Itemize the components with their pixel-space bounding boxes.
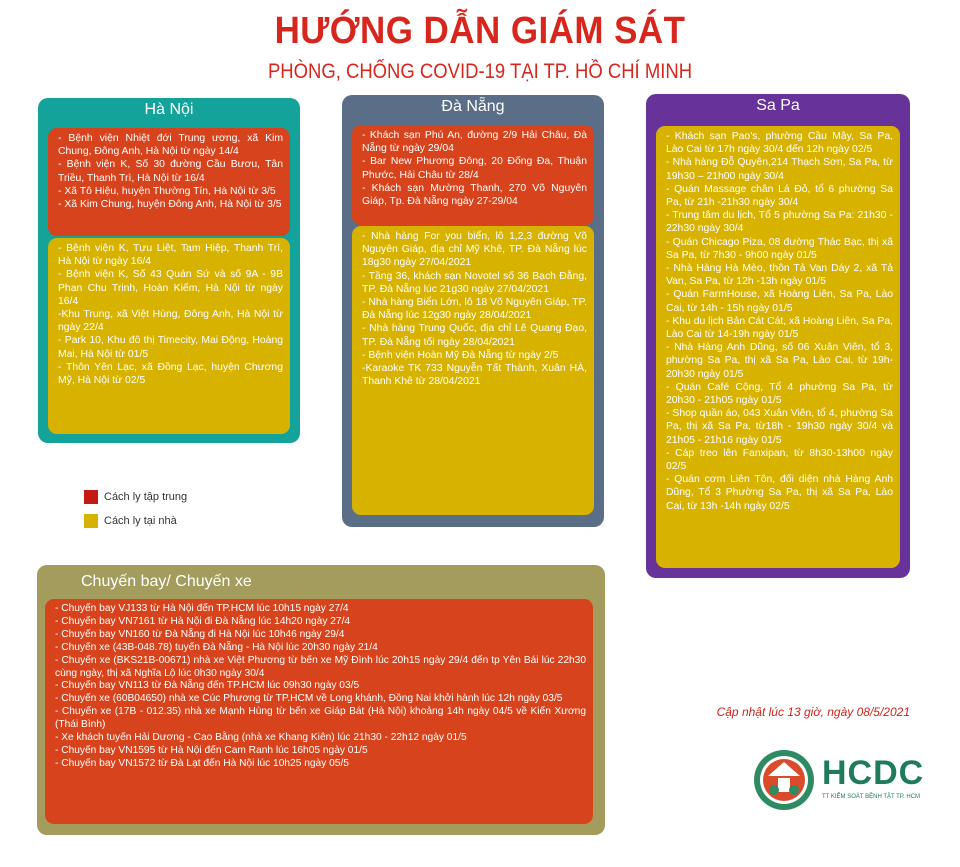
list-item: - Khách sạn Pao's, phường Cầu Mây, Sa Pa, Lào Cai từ 17h ngày 30/4 đến 12h ngày 02/5 bbox=[666, 131, 893, 156]
list-item: - Nhà hàng For you biển, lô 1,2,3 đường Võ Nguyên Giáp, địa chỉ Mỹ Khê, TP. Đà Nẵng lúc 18g30 ngày 27/04/2021 bbox=[362, 231, 587, 269]
danang-home-box bbox=[352, 226, 594, 515]
flights-panel bbox=[37, 565, 605, 835]
list-item: - Shop quần áo, 043 Xuân Viên, tổ 4, phường Sa Pa, thị xã Sa Pa, từ18h - 19h30 ngày 30/4 và 21h05 - 21h16 ngày 01/5 bbox=[666, 408, 893, 446]
list-item: - Chuyến bay VN1595 từ Hà Nội đến Cam Ranh lúc 16h05 ngày 01/5 bbox=[55, 744, 368, 756]
list-item: - Xe khách tuyến Hải Dương - Cao Bằng (nhà xe Khang Kiên) lúc 21h30 - 22h12 ngày 01/5 bbox=[55, 732, 467, 744]
hanoi-panel bbox=[38, 98, 300, 443]
logo-subtext: TT KIỂM SOÁT BỆNH TẬT TP. HCM bbox=[822, 794, 921, 800]
list-item: - Quán FarmHouse, xã Hoàng Liên, Sa Pa, Lào Cai, từ 14h - 15h ngày 01/5 bbox=[666, 289, 893, 314]
flights-box bbox=[45, 599, 593, 824]
page-subtitle: PHÒNG, CHỐNG COVID-19 TẠI TP. HỒ CHÍ MINH bbox=[267, 60, 693, 83]
danang-title: Đà Nẵng bbox=[441, 98, 505, 115]
list-item: - Chuyến xe (17B - 012.35) nhà xe Mạnh Hùng từ bến xe Giáp Bát (Hà Nội) khoảng 14h ngày 04/5 về Kiến Xương (Thái Bình) bbox=[55, 706, 586, 731]
sapa-home-box bbox=[656, 126, 900, 568]
list-item: - Nhà Hàng Hà Mèo, thôn Tả Van Dáy 2, xã Tả Van, Sa Pa, từ 12h -13h ngày 01/5 bbox=[666, 263, 893, 288]
sapa-panel bbox=[646, 94, 910, 578]
legend-home-label: Cách ly tại nhà bbox=[104, 514, 177, 527]
list-item: - Tầng 36, khách sạn Novotel số 36 Bạch Đằng, TP. Đà Nẵng lúc 21g30 ngày 27/04/2021 bbox=[362, 270, 587, 295]
list-item: - Quán Massage chân Lá Đỏ, tổ 6 phường Sa Pa, từ 21h -21h30 ngày 30/4 bbox=[666, 183, 893, 209]
update-note: Cập nhật lúc 13 giờ, ngày 08/5/2021 bbox=[716, 705, 910, 719]
list-item: - Bệnh viện K, Số 43 Quán Sứ và số 9A - 9B Phan Chu Trinh, Hoàn Kiếm, Hà Nội từ ngày 16/4 bbox=[58, 269, 283, 307]
list-item: - Park 10, Khu đô thị Timecity, Mai Động, Hoàng Mai, Hà Nội từ 01/5 bbox=[58, 335, 283, 360]
list-item: - Quán cơm Liên Tôn, đối diện nhà Hàng Anh Dũng, Tổ 3 Phường Sa Pa, thị xã Sa Pa, Lào Cai, từ 13h -14h ngày 02/5 bbox=[666, 474, 893, 512]
hanoi-concentrated-box bbox=[48, 128, 290, 236]
danang-concentrated-box bbox=[352, 125, 594, 225]
list-item: - Khách sạn Phú An, đường 2/9 Hải Châu, Đà Nẵng từ ngày 29/04 bbox=[362, 130, 587, 155]
list-item: - Nhà Hàng Anh Dũng, số 06 Xuân Viên, tổ 3, phường Sa Pa, thị xã Sa Pa, Lào Cai, từ 19h-20h30 ngày 01/5 bbox=[666, 342, 893, 380]
legend-concentrated bbox=[84, 490, 187, 504]
list-item: - Bệnh viện K, Số 30 đường Cầu Bươu, Tân Triều, Thanh Trì, Hà Nội từ 16/4 bbox=[58, 159, 283, 184]
hcdc-logo bbox=[752, 748, 925, 812]
yellow-swatch bbox=[84, 514, 98, 528]
list-item: -Khu Trung, xã Việt Hùng, Đông Anh, Hà Nội từ ngày 22/4 bbox=[58, 309, 283, 334]
list-item: - Chuyến xe (43B-048.78) tuyến Đà Nẵng - Hà Nội lúc 20h30 ngày 21/4 bbox=[55, 641, 378, 653]
list-item: - Xã Kim Chung, huyện Đông Anh, Hà Nội từ 3/5 bbox=[58, 199, 282, 211]
sapa-title: Sa Pa bbox=[756, 97, 800, 114]
list-item: - Khu du lịch Bản Cát Cát, xã Hoàng Liên, Sa Pa, Lào Cai từ 14-19h ngày 01/5 bbox=[666, 315, 893, 341]
red-swatch bbox=[84, 490, 98, 504]
hcdc-emblem-icon bbox=[752, 748, 816, 812]
list-item: - Nhà hàng Đỗ Quyên,214 Thạch Sơn, Sa Pa, từ 19h30 – 21h00 ngày 30/4 bbox=[666, 157, 893, 182]
logo-text: HCDC bbox=[822, 754, 925, 792]
list-item: - Nhà hàng Trung Quốc, địa chỉ Lê Quang Đạo, TP. Đà Nẵng tối ngày 28/04/2021 bbox=[362, 323, 587, 348]
list-item: - Chuyến bay VN7161 từ Hà Nội đi Đà Nẵng lúc 14h20 ngày 27/4 bbox=[55, 615, 351, 627]
legend-concentrated-label: Cách ly tập trung bbox=[104, 490, 188, 503]
list-item: - Chuyến bay VN113 từ Đà Nẵng đến TP.HCM lúc 09h30 ngày 03/5 bbox=[55, 680, 360, 692]
list-item: - Trung tâm du lịch, Tổ 5 phường Sa Pa: 21h30 - 22h30 ngày 30/4 bbox=[666, 210, 893, 235]
list-item: - Nhà hàng Biển Lớn, lô 18 Võ Nguyên Giáp, TP. Đà Nẵng lúc 12g30 ngày 28/04/2021 bbox=[362, 297, 587, 322]
list-item: - Chuyến bay VN160 từ Đà Nẵng đi Hà Nội lúc 10h46 ngày 29/4 bbox=[55, 628, 345, 640]
list-item: - Bệnh viện K, Tựu Liệt, Tam Hiệp, Thanh Trì, Hà Nội từ ngày 16/4 bbox=[58, 243, 283, 268]
list-item: - Khách sạn Mường Thanh, 270 Võ Nguyên Giáp, Tp. Đà Nẵng ngày 27-29/04 bbox=[362, 182, 587, 208]
list-item: -Karaoke TK 733 Nguyễn Tất Thành, Xuân HÀ, Thanh Khê từ 28/04/2021 bbox=[362, 363, 587, 388]
list-item: - Bar New Phương Đông, 20 Đống Đa, Thuận Phước, Hải Châu từ 28/4 bbox=[362, 156, 587, 181]
list-item: - Xã Tô Hiệu, huyện Thường Tín, Hà Nội từ 3/5 bbox=[58, 185, 276, 197]
list-item: - Quán Café Cộng, Tổ 4 phường Sa Pa, từ 20h30 - 21h05 ngày 01/5 bbox=[666, 381, 893, 407]
list-item: - Bệnh viện Hoàn Mỹ Đà Nẵng từ ngày 2/5 bbox=[362, 349, 559, 361]
list-item: - Bệnh viện Nhiệt đới Trung ương, xã Kim Chung, Đông Anh, Hà Nội từ ngày 14/4 bbox=[58, 133, 283, 158]
page-title: HƯỚNG DẪN GIÁM SÁT bbox=[274, 10, 686, 52]
hanoi-title: Hà Nội bbox=[144, 101, 194, 118]
list-item: - Chuyến xe (BKS21B-00671) nhà xe Việt Phương từ bến xe Mỹ Đình lúc 20h15 ngày 29/4 đến tp Yên Bái lúc 22h30 cùng ngày, thị xã Nghĩa Lộ lúc 0h30 ngày 30/4 bbox=[55, 654, 586, 679]
list-item: - Thôn Yên Lạc, xã Đồng Lạc, huyện Chương Mỹ, Hà Nội từ 02/5 bbox=[58, 361, 283, 387]
danang-panel bbox=[342, 95, 604, 527]
list-item: - Chuyến bay VN1572 từ Đà Lạt đến Hà Nội lúc 10h25 ngày 05/5 bbox=[55, 757, 349, 769]
list-item: - Cáp treo lên Fanxipan, từ 8h30-13h00 ngày 02/5 bbox=[666, 447, 893, 473]
hanoi-home-box bbox=[48, 238, 290, 434]
flights-title: Chuyến bay/ Chuyến xe bbox=[81, 573, 252, 590]
legend-home bbox=[84, 514, 177, 528]
list-item: - Chuyến xe (60B04650) nhà xe Cúc Phương từ TP.HCM về Long khánh, Đồng Nai khởi hành lúc 12h ngày 03/5 bbox=[55, 693, 563, 705]
list-item: - Quán Chicago Piza, 08 đường Thác Bạc, thị xã Sa Pa, từ 7h30 - 9h00 ngày 01/5 bbox=[666, 236, 893, 261]
list-item: - Chuyến bay VJ133 từ Hà Nội đến TP.HCM lúc 10h15 ngày 27/4 bbox=[55, 603, 349, 614]
